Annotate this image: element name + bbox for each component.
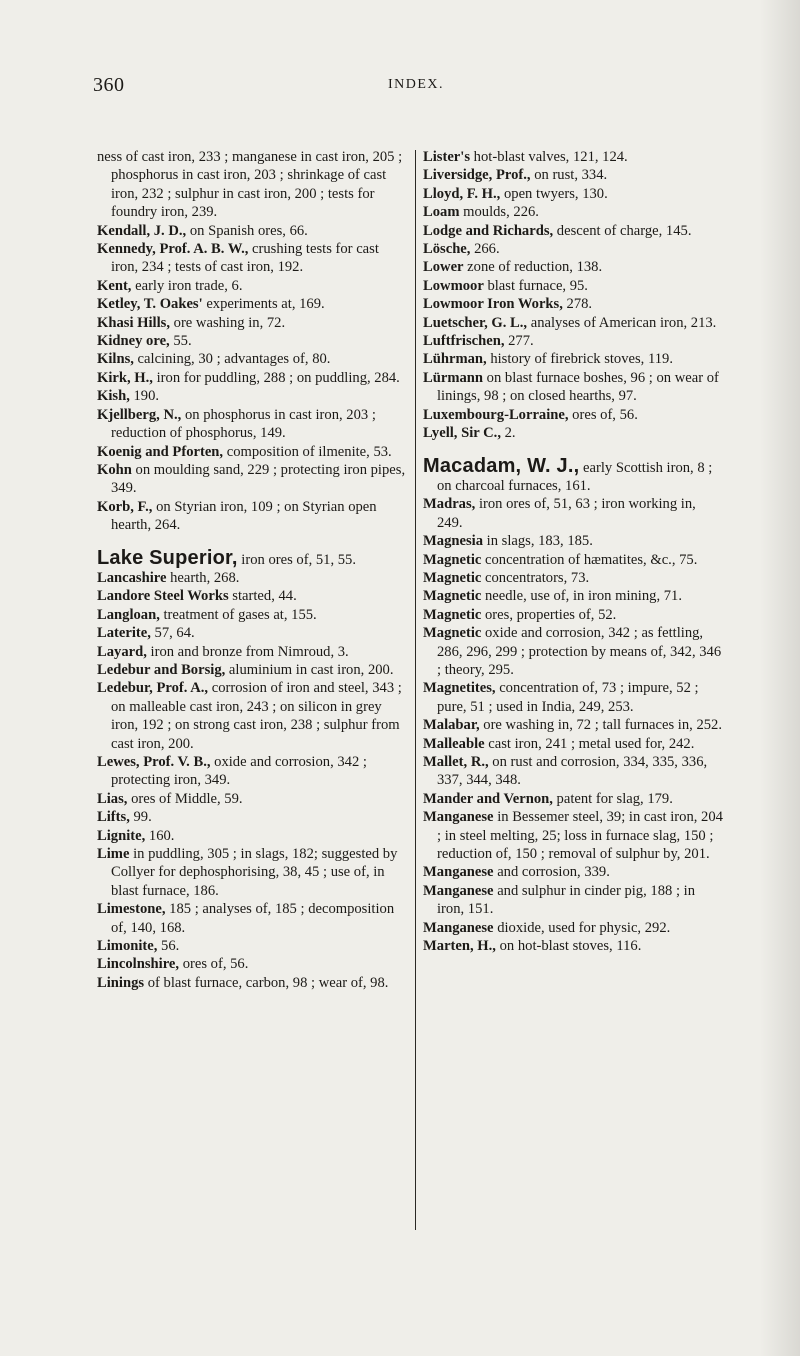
- index-entry: [97, 332, 409, 350]
- entry-heading: Ketley, T. Oakes': [97, 296, 203, 313]
- entry-heading: Malabar,: [423, 717, 480, 734]
- entry-text: 185 ; analyses of, 185 ; decomposition of, 140, 168.: [111, 901, 395, 936]
- index-entry: [423, 332, 723, 350]
- entry-text: ness of cast iron, 233 ; manganese in cast iron, 205 ; phosphorus in cast iron, 203 ; shrinkage of cast iron, 232 ; sulphur in cast iron, 200 ; tests for foundry iron, 239.: [97, 149, 403, 221]
- entry-heading: Koenig and Pforten,: [97, 443, 224, 460]
- index-entry: [97, 350, 409, 368]
- index-entry: [97, 369, 409, 387]
- entry-heading: Lias,: [97, 790, 128, 807]
- index-entry: [423, 735, 723, 753]
- entry-text: 278.: [562, 296, 593, 313]
- page-edge-shadow: [760, 0, 800, 1356]
- index-entry: [423, 679, 723, 716]
- entry-text: oxide and corrosion, 342 ; as fettling, 286, 296, 299 ; protection by means of, 342, 346 ; theory, 295.: [437, 625, 722, 678]
- entry-text: on blast furnace boshes, 96 ; on wear of linings, 98 ; on closed hearths, 97.: [437, 369, 719, 405]
- entry-text: ores of Middle, 59.: [127, 790, 243, 807]
- entry-heading: Lower: [423, 259, 464, 276]
- entry-text: of blast furnace, carbon, 98 ; wear of, 98.: [144, 974, 389, 991]
- entry-heading: Magnesia: [423, 533, 483, 550]
- entry-heading: Kendall, J. D.,: [97, 222, 187, 239]
- entry-heading: Ledebur, Prof. A.,: [97, 680, 209, 697]
- index-entry: [97, 406, 409, 443]
- entry-heading: Kohn: [97, 461, 132, 478]
- index-entry: [423, 495, 723, 532]
- entry-heading: Lürmann: [423, 369, 484, 386]
- entry-text: hearth, 268.: [166, 569, 240, 586]
- index-entry: [423, 551, 723, 569]
- entry-heading: Layard,: [97, 643, 147, 660]
- index-entry: [97, 955, 409, 973]
- entry-heading: Lowmoor Iron Works,: [423, 296, 563, 313]
- entry-text: 266.: [470, 241, 500, 258]
- entry-text: zone of reduction, 138.: [463, 259, 603, 276]
- index-entry: [423, 203, 723, 221]
- index-entry: [97, 387, 409, 405]
- index-entry: [423, 808, 723, 863]
- entry-text: 57, 64.: [150, 625, 195, 642]
- index-entry: [97, 679, 409, 753]
- entry-heading: Lister's: [423, 149, 471, 165]
- entry-heading: Manganese: [423, 919, 494, 936]
- index-entry: [97, 937, 409, 955]
- entry-text: iron ores of, 51, 63 ; iron working in, 249.: [437, 496, 696, 531]
- index-entry: [97, 222, 409, 240]
- entry-text: ores, properties of, 52.: [481, 606, 617, 623]
- entry-text: composition of ilmenite, 53.: [223, 443, 392, 460]
- index-entry: [423, 369, 723, 406]
- entry-text: ores of, 56.: [179, 956, 249, 973]
- entry-text: early iron trade, 6.: [131, 277, 243, 294]
- index-entry: [423, 406, 723, 424]
- section-lead-term: Lake Superior,: [97, 546, 238, 569]
- index-entry: [423, 790, 723, 808]
- entry-heading: Magnetic: [423, 625, 482, 642]
- entry-text: 99.: [129, 809, 152, 826]
- index-entry: [423, 587, 723, 605]
- entry-text: 190.: [129, 388, 160, 405]
- page-header: [0, 74, 800, 100]
- entry-text: corrosion of iron and steel, 343 ; on malleable cast iron, 243 ; on silicon in grey iron, 192 ; on strong cast iron, 238 ; sulphur from cast iron, 200.: [111, 680, 402, 752]
- index-entry: [423, 919, 723, 937]
- entry-heading: Landore Steel Works: [97, 588, 229, 605]
- entry-text: dioxide, used for physic, 292.: [493, 919, 671, 936]
- page-number: 360: [93, 74, 125, 96]
- entry-heading: Magnetic: [423, 569, 482, 586]
- entry-heading: Luxembourg-Lorraine,: [423, 406, 569, 423]
- entry-text: concentration of, 73 ; impure, 52 ; pure, 51 ; used in India, 249, 253.: [437, 680, 699, 715]
- running-head: INDEX.: [388, 77, 445, 92]
- entry-heading: Kilns,: [97, 351, 134, 368]
- entry-heading: Limestone,: [97, 901, 166, 918]
- index-entry: [423, 277, 723, 295]
- index-entry: [423, 753, 723, 790]
- index-entry: [97, 808, 409, 826]
- entry-text: on moulding sand, 229 ; protecting iron pipes, 349.: [111, 461, 406, 497]
- index-column-left: [97, 148, 409, 992]
- entry-text: 277.: [504, 333, 534, 350]
- index-entry: [97, 900, 409, 937]
- entry-heading: Limonite,: [97, 938, 158, 955]
- entry-text: ores of, 56.: [568, 406, 638, 423]
- entry-text: on rust, 334.: [530, 167, 608, 184]
- entry-text: ore washing in, 72 ; tall furnaces in, 252.: [479, 717, 722, 734]
- index-entry: [423, 258, 723, 276]
- index-entry: [423, 532, 723, 550]
- entry-heading: Korb, F.,: [97, 498, 153, 515]
- entry-text: analyses of American iron, 213.: [527, 314, 717, 331]
- index-entry: [97, 569, 409, 587]
- entry-text: calcining, 30 ; advantages of, 80.: [133, 351, 331, 368]
- index-entry: [423, 295, 723, 313]
- entry-heading: Kennedy, Prof. A. B. W.,: [97, 241, 249, 258]
- entry-heading: Kent,: [97, 277, 132, 294]
- index-entry: [97, 443, 409, 461]
- index-entry: [97, 148, 409, 222]
- index-entry: [97, 461, 409, 498]
- entry-heading: Magnetic: [423, 588, 482, 605]
- entry-heading: Mander and Vernon,: [423, 790, 553, 807]
- entry-heading: Magnetic: [423, 606, 482, 623]
- entry-heading: Lancashire: [97, 569, 167, 586]
- entry-text: hot-blast valves, 121, 124.: [470, 149, 628, 165]
- entry-text: treatment of gases at, 155.: [159, 606, 317, 623]
- entry-heading: Langloan,: [97, 606, 160, 623]
- entry-heading: Lewes, Prof. V. B.,: [97, 754, 211, 770]
- entry-text: open twyers, 130.: [500, 185, 608, 202]
- entry-heading: Kidney ore,: [97, 333, 170, 350]
- entry-heading: Lloyd, F. H.,: [423, 185, 501, 202]
- entry-heading: Magnetic: [423, 551, 482, 568]
- index-entry: [423, 863, 723, 881]
- entry-heading: Khasi Hills,: [97, 314, 170, 331]
- entry-text: needle, use of, in iron mining, 71.: [481, 588, 682, 605]
- entry-heading: Lifts,: [97, 809, 130, 826]
- index-entry: [97, 277, 409, 295]
- entry-text: 56.: [157, 938, 180, 955]
- index-entry: [97, 661, 409, 679]
- entry-heading: Manganese: [423, 809, 494, 826]
- index-entry: [423, 424, 723, 442]
- index-entry: [97, 295, 409, 313]
- entry-text: on rust and corrosion, 334, 335, 336, 337, 344, 348.: [437, 754, 708, 789]
- entry-text: aluminium in cast iron, 200.: [225, 661, 394, 678]
- index-entry: [423, 314, 723, 332]
- entry-text: cast iron, 241 ; metal used for, 242.: [484, 735, 695, 752]
- index-entry: [423, 454, 723, 496]
- entry-heading: Lincolnshire,: [97, 956, 180, 973]
- entry-heading: Malleable: [423, 735, 485, 752]
- index-entry: [97, 845, 409, 900]
- entry-text: on Spanish ores, 66.: [186, 222, 308, 239]
- entry-text: in Bessemer steel, 39; in cast iron, 204 ; in steel melting, 25; loss in furnace slag, 150 ; reduction of, 150 ; removal of sulphur by, 201.: [437, 809, 723, 863]
- index-entry: [97, 753, 409, 790]
- entry-text: ore washing in, 72.: [170, 314, 286, 331]
- entry-heading: Loam: [423, 204, 460, 221]
- index-entry: [97, 240, 409, 277]
- entry-heading: Lösche,: [423, 241, 471, 258]
- entry-text: in slags, 183, 185.: [483, 533, 593, 550]
- entry-text: descent of charge, 145.: [553, 222, 692, 239]
- entry-heading: Ledebur and Borsig,: [97, 661, 226, 678]
- entry-heading: Laterite,: [97, 625, 151, 642]
- index-entry: [97, 790, 409, 808]
- index-entry: [423, 882, 723, 919]
- entry-heading: Manganese: [423, 882, 494, 899]
- entry-text: and sulphur in cinder pig, 188 ; in iron, 151.: [437, 882, 695, 918]
- index-entry: [423, 240, 723, 258]
- entry-text: experiments at, 169.: [202, 296, 325, 313]
- entry-text: 55.: [169, 333, 192, 350]
- entry-text: blast furnace, 95.: [483, 277, 588, 294]
- index-entry: [423, 350, 723, 368]
- entry-text: and corrosion, 339.: [493, 864, 610, 881]
- index-entry: [423, 222, 723, 240]
- index-entry: [423, 606, 723, 624]
- entry-heading: Linings: [97, 974, 145, 991]
- index-entry: [423, 937, 723, 955]
- entry-heading: Mallet, R.,: [423, 754, 489, 770]
- entry-text: 160.: [145, 827, 175, 844]
- entry-heading: Manganese: [423, 864, 494, 881]
- index-entry: [97, 643, 409, 661]
- entry-text: crushing tests for cast iron, 234 ; tests of cast iron, 192.: [111, 241, 379, 276]
- entry-heading: Kjellberg, N.,: [97, 406, 182, 423]
- index-entry: [97, 624, 409, 642]
- entry-text: 2.: [500, 425, 516, 442]
- index-entry: [97, 314, 409, 332]
- entry-heading: Kish,: [97, 388, 130, 405]
- index-entry: [97, 606, 409, 624]
- entry-text: patent for slag, 179.: [552, 790, 673, 807]
- entry-text: concentration of hæmatites, &c., 75.: [481, 551, 698, 568]
- entry-text: early Scottish iron, 8 ; on charcoal furnaces, 161.: [437, 459, 713, 494]
- entry-heading: Madras,: [423, 496, 476, 513]
- entry-text: iron and bronze from Nimroud, 3.: [146, 643, 349, 660]
- entry-text: oxide and corrosion, 342 ; protecting iron, 349.: [111, 754, 367, 789]
- index-entry: [423, 569, 723, 587]
- entry-text: history of firebrick stoves, 119.: [486, 351, 673, 368]
- entry-heading: Lyell, Sir C.,: [423, 425, 501, 442]
- index-entry: [97, 587, 409, 605]
- index-entry: [97, 498, 409, 535]
- index-column-right: [423, 148, 723, 955]
- column-divider: [415, 150, 416, 1230]
- entry-text: started, 44.: [228, 588, 297, 605]
- entry-heading: Luftfrischen,: [423, 333, 505, 350]
- entry-heading: Lignite,: [97, 827, 146, 844]
- entry-heading: Lodge and Richards,: [423, 222, 554, 239]
- entry-text: iron for puddling, 288 ; on puddling, 284.: [152, 369, 400, 386]
- index-entry: [423, 716, 723, 734]
- entry-text: on Styrian iron, 109 ; on Styrian open hearth, 264.: [111, 498, 377, 534]
- entry-text: concentrators, 73.: [481, 569, 590, 586]
- entry-heading: Magnetites,: [423, 680, 496, 697]
- index-entry: [423, 148, 723, 166]
- entry-heading: Liversidge, Prof.,: [423, 167, 531, 184]
- index-entry: [97, 827, 409, 845]
- entry-text: moulds, 226.: [459, 204, 539, 221]
- entry-text: on phosphorus in cast iron, 203 ; reduction of phosphorus, 149.: [111, 406, 376, 442]
- index-entry: [423, 624, 723, 679]
- entry-heading: Lowmoor: [423, 277, 484, 294]
- entry-heading: Lührman,: [423, 351, 487, 368]
- entry-text: on hot-blast stoves, 116.: [495, 938, 642, 955]
- entry-heading: Kirk, H.,: [97, 369, 153, 386]
- index-entry: [423, 166, 723, 184]
- entry-text: iron ores of, 51, 55.: [237, 551, 356, 568]
- entry-heading: Lime: [97, 846, 130, 863]
- entry-text: in puddling, 305 ; in slags, 182; suggested by Collyer for dephosphorising, 38, 45 ; use of, in blast furnace, 186.: [111, 846, 398, 899]
- entry-heading: Marten, H.,: [423, 938, 496, 955]
- index-entry: [423, 185, 723, 203]
- index-entry: [97, 546, 409, 569]
- entry-heading: Luetscher, G. L.,: [423, 314, 528, 331]
- section-lead-term: Macadam, W. J.,: [423, 454, 580, 477]
- index-entry: [97, 974, 409, 992]
